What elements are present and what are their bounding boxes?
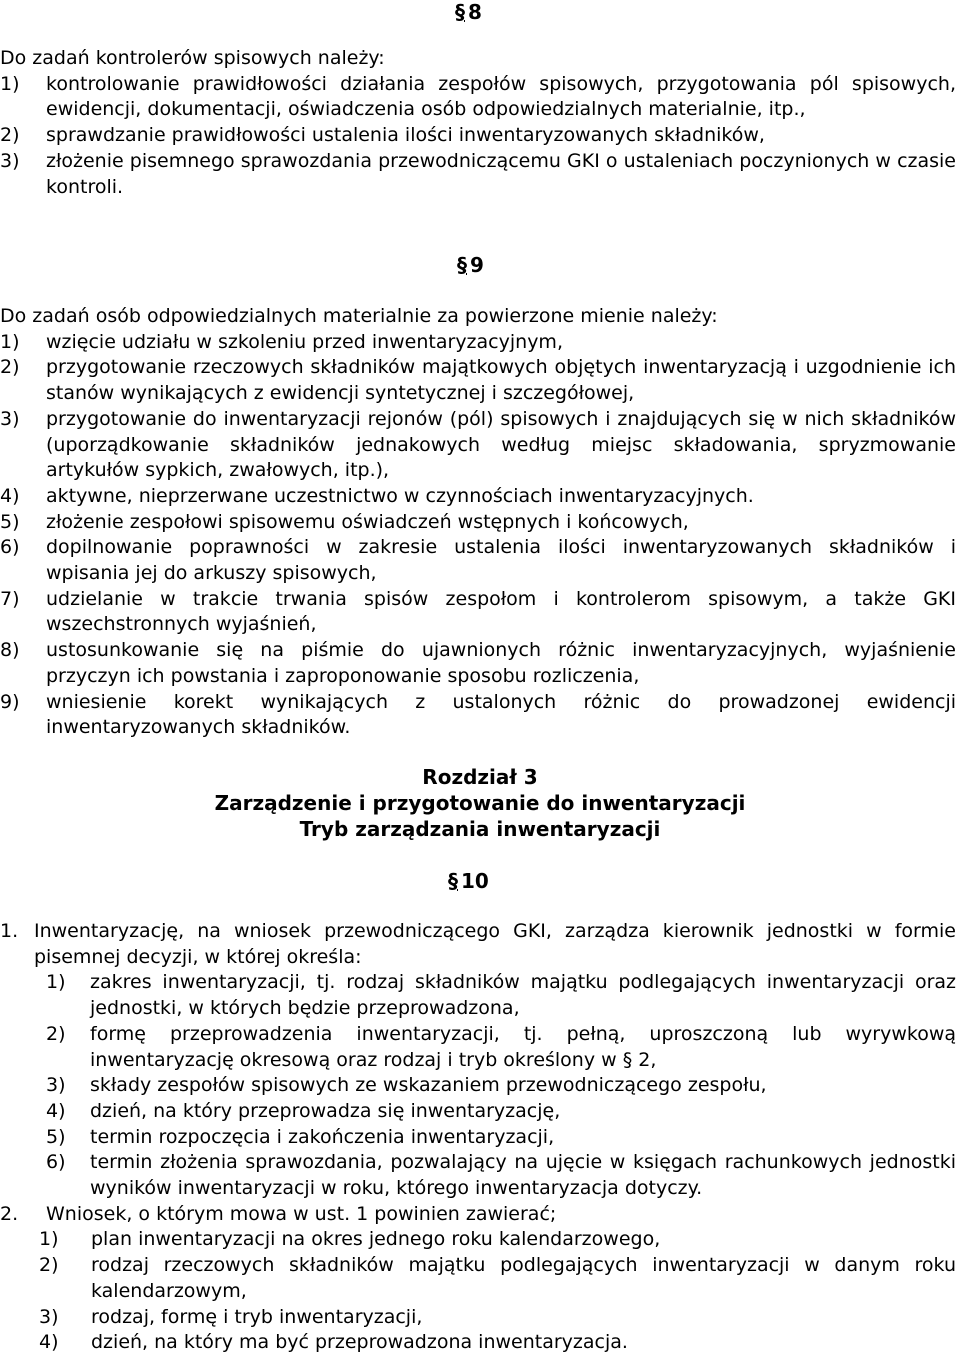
- list-item: 9) wniesienie korekt wynikających z ustalonych różnic do prowadzonej ewidencji inwentaryzowanych składników.: [0, 690, 956, 739]
- section-heading-10: § 10: [448, 869, 489, 893]
- list-item: 5) termin rozpoczęcia i zakończenia inwentaryzacji,: [46, 1125, 555, 1148]
- list-item: 3) rodzaj, formę i tryb inwentaryzacji,: [39, 1305, 423, 1328]
- section-9-intro: Do zadań osób odpowiedzialnych materialnie za powierzone mienie należy:: [0, 305, 718, 327]
- list-item: 1) wzięcie udziału w szkoleniu przed inwentaryzacyjnym,: [0, 330, 563, 353]
- list-item: 2) rodzaj rzeczowych składników majątku podlegających inwentaryzacji w danym roku kalendarzowym,: [39, 1254, 956, 1302]
- list-item: 1) plan inwentaryzacji na okres jednego roku kalendarzowego,: [39, 1228, 661, 1251]
- section-heading-9: § 9: [457, 253, 484, 277]
- paragraph-sign-icon: §: [448, 869, 458, 893]
- paragraph-sign-icon: §: [457, 253, 467, 277]
- numbered-paragraph: 1. Inwentaryzację, na wniosek przewodniczącego GKI, zarządza kierownik jednostki w formie pisemnej decyzji, w której określa:: [0, 920, 956, 968]
- section-8-body: [0, 46, 956, 200]
- numbered-paragraph: 2. Wniosek, o którym mowa w ust. 1 powinien zawierać;: [0, 1202, 557, 1225]
- list-item: 1) zakres inwentaryzacji, tj. rodzaj składników majątku podlegających inwentaryzacji oraz jednostki, w których będzie przeprowadzona,: [46, 971, 956, 1020]
- list-item: 2) sprawdzanie prawidłowości ustalenia ilości inwentaryzowanych składników,: [0, 124, 765, 147]
- paragraph-sign-icon: §: [455, 0, 465, 24]
- list-item: 4) dzień, na który ma być przeprowadzona inwentaryzacja.: [39, 1331, 628, 1354]
- section-heading-8: § 8: [455, 0, 482, 24]
- list-item: 4) dzień, na który przeprowadza się inwentaryzację,: [46, 1099, 561, 1122]
- chapter-number: Rozdział 3: [422, 765, 538, 789]
- list-item: 3) złożenie pisemnego sprawozdania przewodniczącemu GKI o ustaleniach poczynionych w czasie kontroli.: [0, 149, 956, 198]
- list-item: 7) udzielanie w trakcie trwania spisów zespołom i kontrolerom spisowym, a także GKI wszechstronnych wyjaśnień,: [0, 587, 956, 636]
- list-item: 8) ustosunkowanie się na piśmie do ujawnionych różnic inwentaryzacyjnych, wyjaśnienie przyczyn ich powstania i zaproponowanie sposobu rozliczenia,: [0, 639, 956, 687]
- list-item: 1) kontrolowanie prawidłowości działania zespołów spisowych, przygotowania pól spisowych, ewidencji, dokumentacji, oświadczenia osób odpowiedzialnych materialnie, itp.,: [0, 72, 956, 121]
- list-item: 2) formę przeprowadzenia inwentaryzacji, tj. pełną, uproszczoną lub wyrywkową inwentaryzację okresową oraz rodzaj i tryb określony w § 2,: [46, 1022, 956, 1071]
- chapter-title: Zarządzenie i przygotowanie do inwentaryzacji: [214, 791, 746, 815]
- list-item: 5) złożenie zespołowi spisowemu oświadczeń wstępnych i końcowych,: [0, 510, 689, 533]
- list-item: 3) składy zespołów spisowych ze wskazaniem przewodniczącego zespołu,: [46, 1074, 767, 1097]
- list-item: 2) przygotowanie rzeczowych składników majątkowych objętych inwentaryzacją i uzgodnienie ich stanów wynikających z ewidencji syntetycznej i szczegółowej,: [0, 356, 956, 405]
- list-item: 6) dopilnowanie poprawności w zakresie ustalenia ilości inwentaryzowanych składników i wpisania jej do arkuszy spisowych,: [0, 536, 956, 585]
- section-8-intro: Do zadań kontrolerów spisowych należy:: [0, 47, 385, 69]
- list-item: 3) przygotowanie do inwentaryzacji rejonów (pól) spisowych i znajdujących się w nich składników (uporządkowanie składników jednakowych według miejsc składowania, spryzmowanie artykułów sypkich, zwałowych, itp.),: [0, 407, 956, 482]
- list-item: 4) aktywne, nieprzerwane uczestnictwo w czynnościach inwentaryzacyjnych.: [0, 484, 754, 507]
- section-9-body: [0, 304, 956, 741]
- section-10-body: [0, 919, 956, 1356]
- list-item: 6) termin złożenia sprawozdania, pozwalający na ujęcie w księgach rachunkowych jednostki wyników inwentaryzacji w roku, którego inwentaryzacja dotyczy.: [46, 1151, 956, 1200]
- chapter-subtitle: Tryb zarządzania inwentaryzacji: [299, 817, 661, 841]
